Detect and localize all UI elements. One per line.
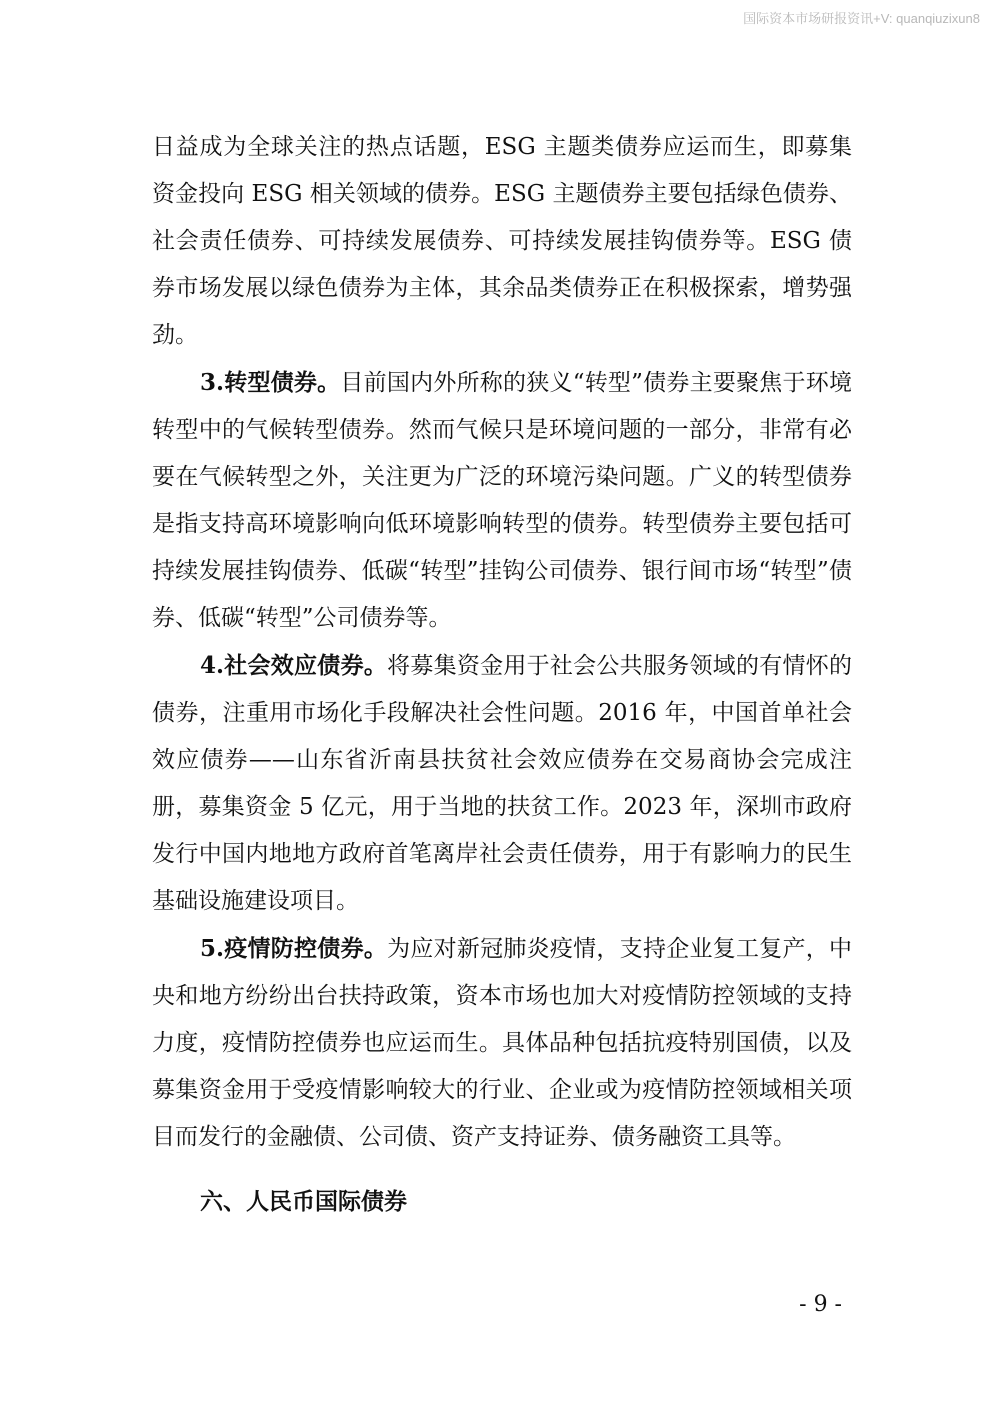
page-number: - 9 - bbox=[799, 1292, 842, 1317]
paragraph-heading: 5.疫情防控债券。 bbox=[200, 935, 388, 962]
paragraph-text: 为应对新冠肺炎疫情，支持企业复工复产，中央和地方纷纷出台扶持政策，资本市场也加大对疫情防控领域的支持力度，疫情防控债券也应运而生。具体品种包括抗疫特别国债，以及募集资金用于受疫情影响较大的行业、企业或为疫情防控领域相关项目而发行的金融债、公司债、资产支持证券、债务融资工具等。 bbox=[152, 936, 853, 1150]
paragraph-text: 将募集资金用于社会公共服务领域的有情怀的债券，注重用市场化手段解决社会性问题。2016 年，中国首单社会效应债券——山东省沂南县扶贫社会效应债券在交易商协会完成注册，募集资金 5 亿元，用于当地的扶贫工作。2023 年，深圳市政府发行中国内地地方政府首笔离岸社会责任债券，用于有影响力的民生基础设施建设项目。 bbox=[152, 653, 853, 914]
paragraph-esg bbox=[152, 124, 852, 359]
paragraph-heading: 4.社会效应债券。 bbox=[200, 652, 388, 679]
paragraph-text: 日益成为全球关注的热点话题，ESG 主题类债券应运而生，即募集资金投向 ESG 相关领域的债券。ESG 主题债券主要包括绿色债券、社会责任债券、可持续发展债券、可持续发展挂钩债券等。ESG 债券市场发展以绿色债券为主体，其余品类债券正在积极探索，增势强劲。 bbox=[152, 134, 852, 348]
paragraph-epidemic-bonds bbox=[152, 925, 852, 1161]
section-title: 六、人民币国际债券 bbox=[200, 1189, 407, 1215]
paragraph-social-impact-bonds bbox=[152, 642, 852, 925]
paragraph-heading: 3.转型债券。 bbox=[200, 369, 341, 396]
watermark: 国际资本市场研报资讯+V: quanqiuzixun8 bbox=[743, 11, 980, 26]
document-body bbox=[152, 124, 852, 1226]
paragraph-transition-bonds bbox=[152, 359, 852, 642]
paragraph-text: 目前国内外所称的狭义“转型”债券主要聚焦于环境转型中的气候转型债券。然而气候只是环境问题的一部分，非常有必要在气候转型之外，关注更为广泛的环境污染问题。广义的转型债券是指支持高环境影响向低环境影响转型的债券。转型债券主要包括可持续发展挂钩债券、低碳“转型”挂钩公司债券、银行间市场“转型”债券、低碳“转型”公司债券等。 bbox=[152, 370, 852, 631]
